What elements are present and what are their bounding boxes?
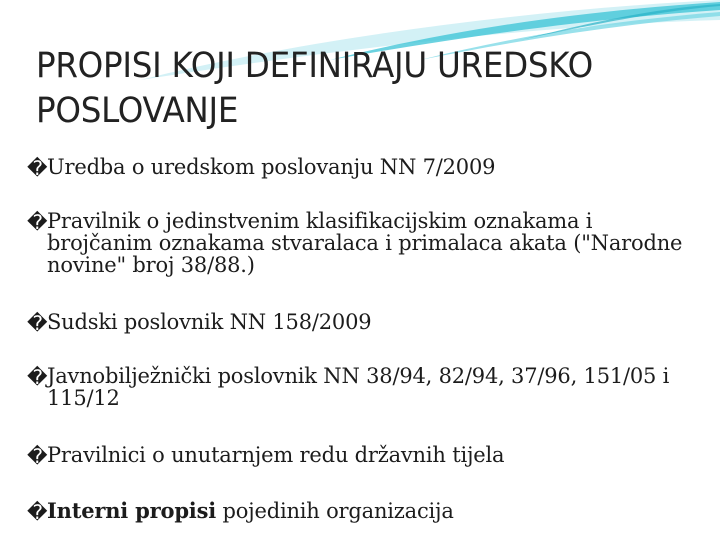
bullet-icon: � — [27, 156, 48, 180]
list-item — [27, 310, 697, 335]
list-item-text: Pravilnici o unutarnjem redu državnih tijela — [47, 443, 505, 467]
list-item-text: Pravilnik o jedinstvenim klasifikacijskim oznakama i brojčanim oznakama stvaralaca i primalaca akata ("Narodne novine" broj 38/88.) — [47, 209, 683, 277]
list-item-text: Uredba o uredskom poslovanju NN 7/2009 — [47, 155, 496, 179]
bullet-icon: � — [27, 500, 48, 524]
bullet-icon: � — [27, 444, 48, 468]
list-item — [27, 209, 697, 277]
list-item — [27, 155, 697, 180]
list-item — [27, 443, 697, 468]
list-item-text: Sudski poslovnik NN 158/2009 — [47, 310, 372, 334]
bullet-icon: � — [27, 210, 48, 234]
bullet-icon: � — [27, 311, 48, 335]
list-item-text: Javnobilježnički poslovnik NN 38/94, 82/94, 37/96, 151/05 i 115/12 — [47, 364, 670, 410]
list-item — [27, 498, 697, 524]
bullet-icon: � — [27, 365, 48, 389]
list-item-bold-text: Interni propisi — [47, 498, 216, 523]
list-item — [27, 364, 697, 410]
list-item-text: pojedinih organizacija — [216, 499, 454, 523]
page-title: PROPISI KOJI DEFINIRAJU UREDSKO POSLOVANJE — [36, 46, 593, 131]
